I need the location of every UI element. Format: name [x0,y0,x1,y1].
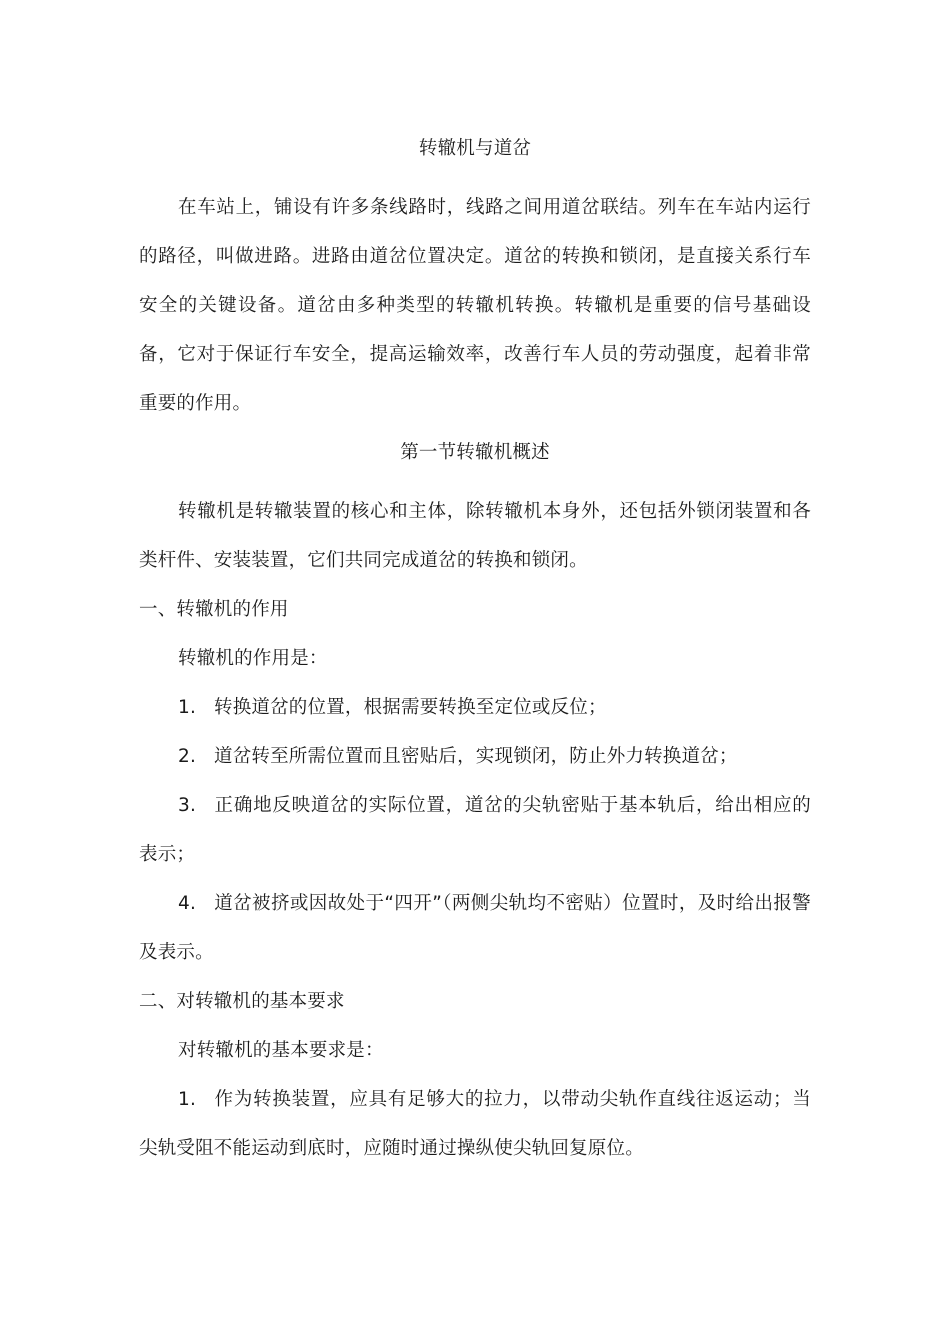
list-item [139,732,811,781]
list-item-text: 道岔转至所需位置而且密贴后，实现锁闭，防止外力转换道岔； [214,746,738,767]
list-item [139,683,811,732]
list-item [139,879,811,977]
list-item-text: 道岔被挤或因故处于“四开”（两侧尖轨均不密贴）位置时，及时给出报警及表示。 [139,893,811,963]
document-body [139,124,811,1173]
subsection-heading-1: 一、转辙机的作用 [139,599,289,620]
list-item-number: 3. [178,795,197,816]
list-item-number: 4. [178,893,197,914]
list-item [139,1075,811,1173]
list-item-number: 1. [178,697,197,718]
section-title: 第一节转辙机概述 [400,442,550,463]
list-item-text: 正确地反映道岔的实际位置，道岔的尖轨密贴于基本轨后，给出相应的表示； [139,795,811,865]
section-paragraph: 转辙机是转辙装置的核心和主体，除转辙机本身外，还包括外锁闭装置和各类杆件、安装装置，它们共同完成道岔的转换和锁闭。 [139,501,811,571]
list-item-number: 2. [178,746,197,767]
list-item [139,781,811,879]
list-item-text: 转换道岔的位置，根据需要转换至定位或反位； [214,697,607,718]
list-item-text: 作为转换装置，应具有足够大的拉力，以带动尖轨作直线往返运动；当尖轨受阻不能运动到底时，应随时通过操纵使尖轨回复原位。 [139,1089,811,1159]
subsection-lead-2: 对转辙机的基本要求是： [178,1040,384,1061]
intro-paragraph: 在车站上，铺设有许多条线路时，线路之间用道岔联结。列车在车站内运行的路径，叫做进路。进路由道岔位置决定。道岔的转换和锁闭，是直接关系行车安全的关键设备。道岔由多种类型的转辙机转换。转辙机是重要的信号基础设备，它对于保证行车安全，提高运输效率，改善行车人员的劳动强度，起着非常重要的作用。 [139,197,811,414]
subsection-lead-1: 转辙机的作用是： [178,648,328,669]
subsection-heading-2: 二、对转辙机的基本要求 [139,991,345,1012]
list-item-number: 1. [178,1089,197,1110]
document-title: 转辙机与道岔 [418,138,532,159]
